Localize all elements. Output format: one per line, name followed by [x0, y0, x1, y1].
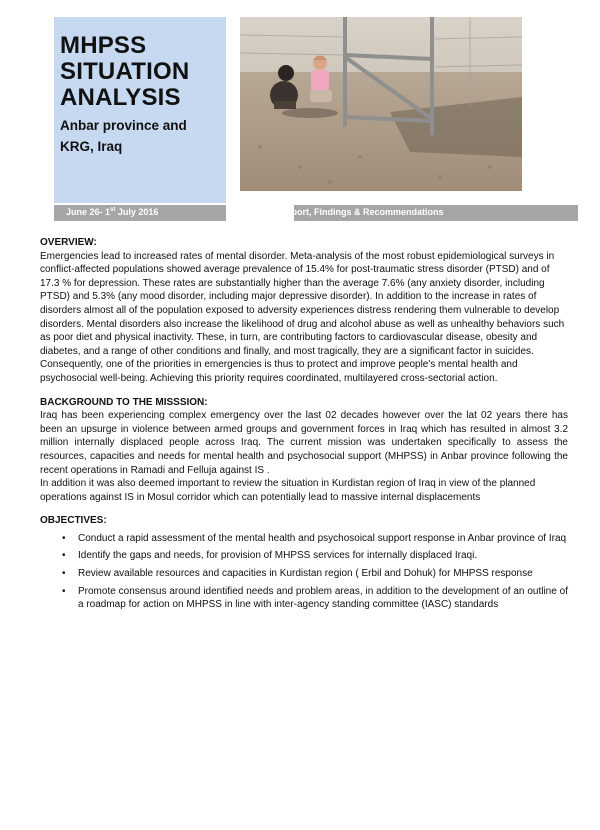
objectives-list [40, 532, 568, 612]
overview-paragraph: Consequently, one of the priorities in emergencies is thus to protect and improve people's mental health and psychosocial well-being. Achieving this priority requires coordinated, multilayered cross-sectorial action. [40, 359, 518, 384]
background-paragraph: Iraq has been experiencing complex emergency over the last 02 decades however over the lat 02 years there has been an upsurge in violence between armed groups and government forces in Iraq which has resulted in almost 3.2 million internally displaced people across Iraq. The current mission was undertaken specifically to assess the resources, capacities and needs for mental health and psychosocial support (MHPSS) in Anbar province following the recent operations in Ramadi and Felluja against IS . [40, 410, 568, 476]
date-superscript: st [110, 207, 116, 213]
overview-paragraph: Emergencies lead to increased rates of mental disorder. Meta-analysis of the most robust epidemiological surveys in conflict-affected populations showed average prevalence of 15.4% for post-traumatic stress disorder (PTSD) and of 17.3 % for depression. These rates are substantially higher than the average 7.6% (any anxiety disorder, including PTSD) and 5.3% (any mood disorder, including major depressive disorder). In addition to the increase in rates of disorders almost all of the population exposed to adversity experiences distress rendering them vulnerable to develop disorders. Mental disorders also increase the likelihood of drug and alcohol abuse as well as unhealthy behaviors such as poor diet and physical inactivity. These, in turn, are contributing factors to cardiovascular disease, obesity and diabetes, and a range of other conditions and finally, and most tragically, they are a significant factor in suicides. [40, 250, 565, 357]
subtitle-line: Anbar province and [60, 118, 187, 133]
report-subtitle [60, 115, 225, 157]
bullet-icon: • [62, 532, 66, 544]
cover-photo [240, 17, 522, 191]
section-gap [40, 504, 568, 514]
background-paragraph: In addition it was also deemed important to review the situation in Kurdistan region of Iraq in view of the planned operations against IS in Mosul corridor which can potentially lead to massive internal displacements [40, 478, 536, 503]
report-band [54, 205, 578, 221]
list-item [40, 585, 568, 612]
title-line: ANALYSIS [60, 84, 181, 111]
list-item [40, 532, 568, 546]
overview-heading: OVERVIEW: [40, 237, 97, 248]
report-title [60, 33, 189, 111]
report-body [40, 236, 568, 616]
title-line: MHPSS [60, 32, 147, 59]
objective-text: Identify the gaps and needs, for provision of MHPSS services for internally displaced Iraqi. [78, 550, 478, 562]
objective-text: Promote consensus around identified needs and problem areas, in addition to the development of an outline of a roadmap for action on MHPSS in line with inter-agency standing committee (IASC) standards [78, 585, 568, 611]
title-line: SITUATION [60, 58, 190, 85]
report-type: Mission Report, Findings & Recommendations [244, 207, 444, 217]
subtitle-line: KRG, Iraq [60, 139, 123, 154]
date-suffix: July 2016 [115, 207, 159, 217]
list-item [40, 567, 568, 581]
photo-shadow-children [282, 108, 338, 118]
bullet-icon: • [62, 568, 66, 580]
background-heading: BACKGROUND TO THE MISSSION: [40, 396, 208, 408]
objective-text: Review available resources and capacities in Kurdistan region ( Erbil and Dohuk) for MHPSS response [78, 568, 533, 580]
title-box [54, 17, 226, 203]
date-prefix: June 26- 1 [66, 207, 111, 217]
bullet-icon: • [62, 550, 66, 562]
objectives-heading: OBJECTIVES: [40, 515, 107, 527]
objective-text: Conduct a rapid assessment of the mental health and psychosoical support response in Anbar province of Iraq [78, 532, 567, 544]
bullet-icon: • [62, 585, 66, 597]
section-gap [40, 386, 568, 396]
list-item [40, 549, 568, 563]
report-date [66, 207, 158, 217]
